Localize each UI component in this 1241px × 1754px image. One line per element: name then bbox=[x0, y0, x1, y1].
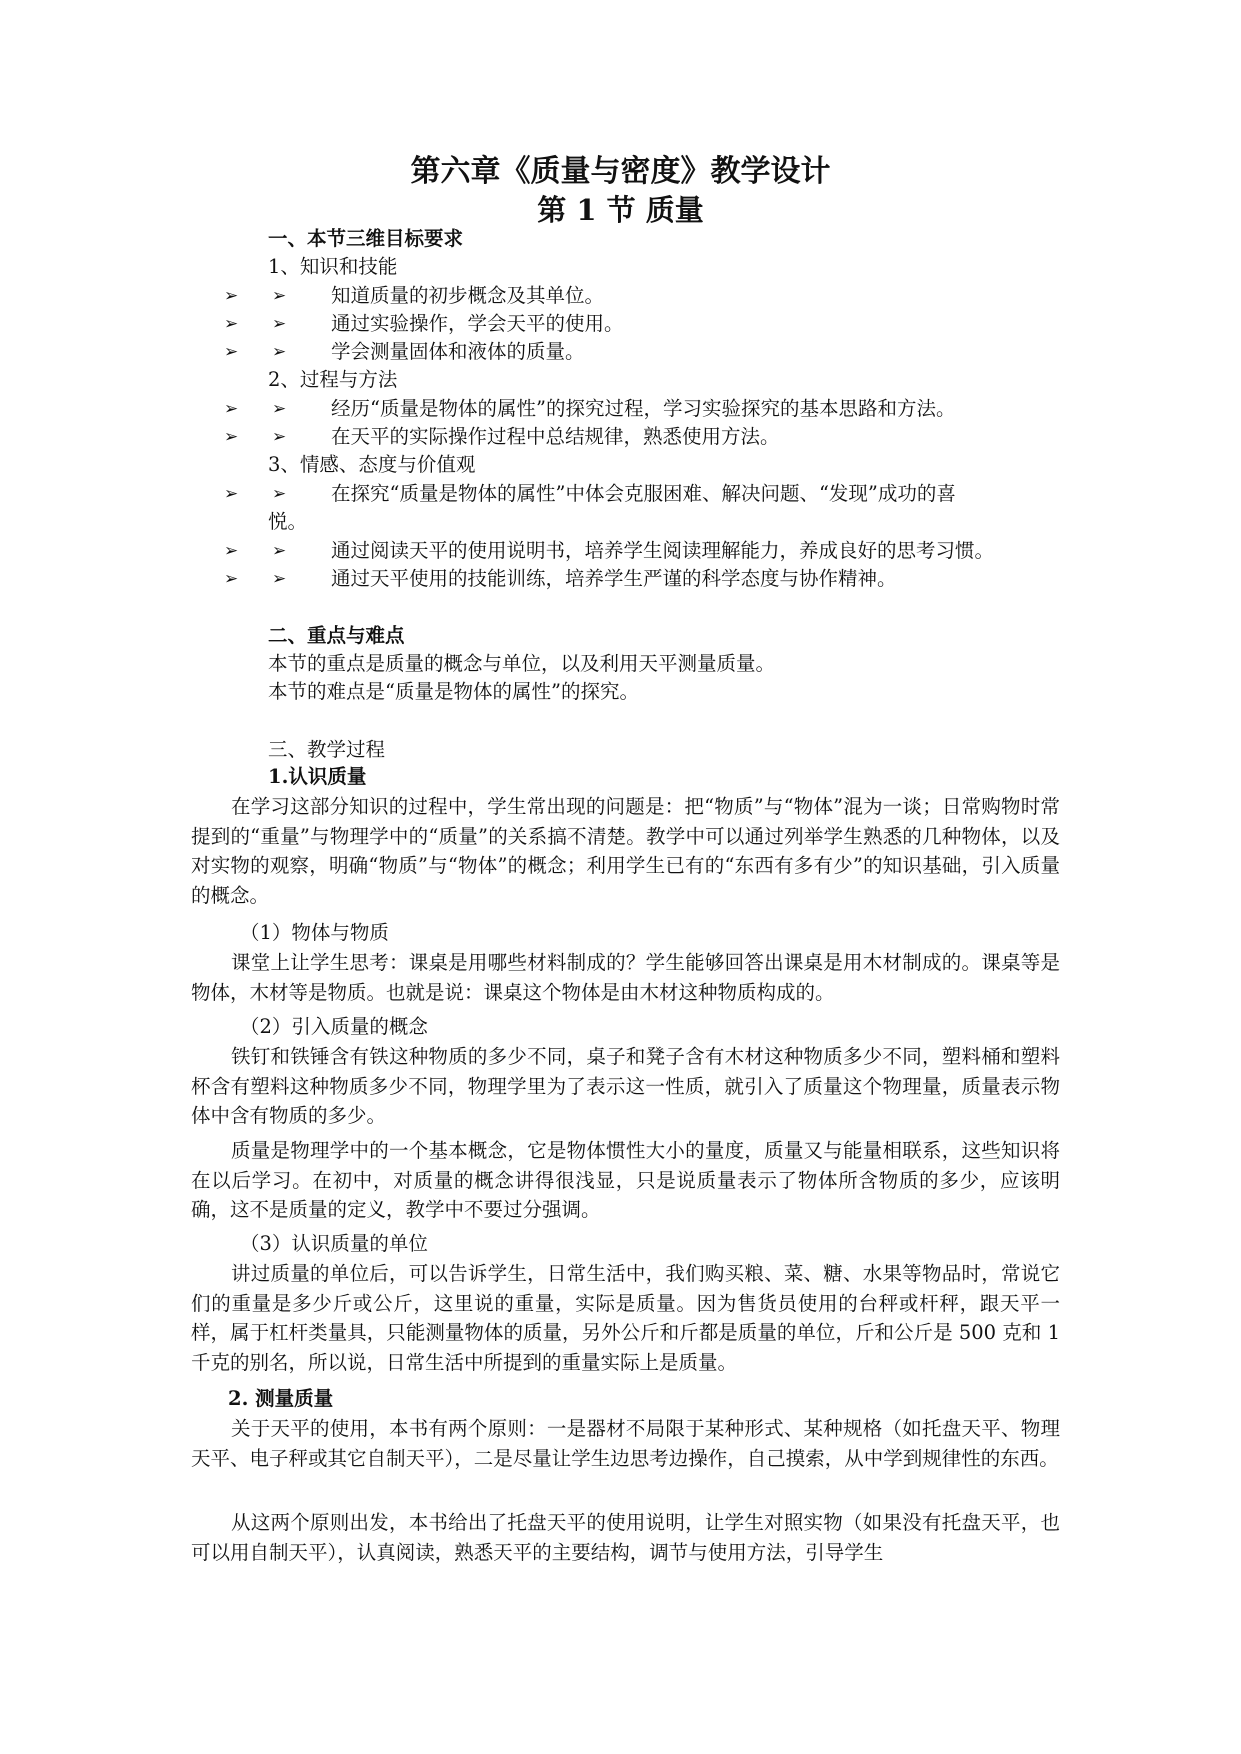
arrow-bullet-icon: ➢ bbox=[224, 286, 239, 306]
document-title: 第六章《质量与密度》教学设计 bbox=[410, 154, 831, 189]
arrow-bullet-icon: ➢ bbox=[272, 569, 287, 589]
list-item bbox=[224, 423, 1060, 451]
arrow-bullet-icon: ➢ bbox=[272, 427, 287, 447]
arrow-bullet-icon: ➢ bbox=[224, 314, 239, 334]
arrow-bullet-icon: ➢ bbox=[224, 541, 239, 561]
difficulty-text: 本节的难点是“质量是物体的属性”的探究。 bbox=[268, 680, 639, 703]
subsection-heading-know-mass: 1.认识质量 bbox=[268, 765, 367, 788]
section-heading-objectives: 一、本节三维目标要求 bbox=[268, 227, 464, 250]
arrow-bullet-icon: ➢ bbox=[224, 484, 239, 504]
arrow-bullet-icon: ➢ bbox=[272, 541, 287, 561]
paragraph-intro: 在学习这部分知识的过程中，学生常出现的问题是：把“物质”与“物体”混为一谈；日常购物时常提到的“重量”与物理学中的“质量”的关系搞不清楚。教学中可以通过列举学生熟悉的几种物体，以及对实物的观察，明确“物质”与“物体”的概念；利用学生已有的“东西有多有少”的知识基础，引入质量的概念。 bbox=[191, 795, 1060, 907]
list-item-text: 通过天平使用的技能训练，培养学生严谨的科学态度与协作精神。 bbox=[331, 567, 897, 590]
list-item bbox=[224, 338, 1060, 366]
list-item-text: 通过实验操作，学会天平的使用。 bbox=[331, 312, 624, 335]
key-point-text: 本节的重点是质量的概念与单位，以及利用天平测量质量。 bbox=[268, 652, 776, 675]
list-item bbox=[224, 310, 1060, 338]
paragraph-balance-principles: 关于天平的使用，本书有两个原则：一是器材不局限于某种形式、某种规格（如托盘天平、物理天平、电子秤或其它自制天平），二是尽量让学生边思考边操作，自己摸索，从中学到规律性的东西。 bbox=[191, 1417, 1060, 1470]
arrow-bullet-icon: ➢ bbox=[272, 484, 287, 504]
list-item bbox=[224, 480, 1060, 508]
paragraph-balance-usage: 从这两个原则出发，本书给出了托盘天平的使用说明，让学生对照实物（如果没有托盘天平，也可以用自制天平），认真阅读，熟悉天平的主要结构，调节与使用方法，引导学生 bbox=[191, 1511, 1060, 1564]
arrow-bullet-icon: ➢ bbox=[272, 342, 287, 362]
sub-heading-mass-concept: （2）引入质量的概念 bbox=[240, 1015, 428, 1038]
paragraph-mass-concept-2: 质量是物理学中的一个基本概念，它是物体惯性大小的量度，质量又与能量相联系，这些知识将在以后学习。在初中，对质量的概念讲得很浅显，只是说质量表示了物体所含物质的多少，应该明确，这不是质量的定义，教学中不要过分强调。 bbox=[191, 1139, 1060, 1221]
section-heading-key-points: 二、重点与难点 bbox=[268, 624, 405, 647]
sub-heading-object-matter: （1）物体与物质 bbox=[240, 921, 389, 944]
arrow-bullet-icon: ➢ bbox=[224, 427, 239, 447]
list-item-text: 通过阅读天平的使用说明书，培养学生阅读理解能力，养成良好的思考习惯。 bbox=[331, 539, 995, 562]
arrow-bullet-icon: ➢ bbox=[272, 399, 287, 419]
section-heading-process: 三、教学过程 bbox=[268, 738, 386, 761]
list-item-text: 在探究“质量是物体的属性”中体会克服困难、解决问题、“发现”成功的喜 bbox=[331, 482, 956, 505]
subsection-heading-measure-mass: 2. 测量质量 bbox=[228, 1387, 334, 1410]
list-item-text: 经历“质量是物体的属性”的探究过程，学习实验探究的基本思路和方法。 bbox=[331, 397, 956, 420]
list-item bbox=[224, 537, 1060, 565]
arrow-bullet-icon: ➢ bbox=[224, 569, 239, 589]
arrow-bullet-icon: ➢ bbox=[272, 286, 287, 306]
list-item-text: 知道质量的初步概念及其单位。 bbox=[331, 284, 605, 307]
paragraph-object-matter: 课堂上让学生思考：课桌是用哪些材料制成的？学生能够回答出课桌是用木材制成的。课桌等是物体，木材等是物质。也就是说：课桌这个物体是由木材这种物质构成的。 bbox=[191, 951, 1060, 1004]
list-item-text: 在天平的实际操作过程中总结规律，熟悉使用方法。 bbox=[331, 425, 780, 448]
group-label-attitude: 3、情感、态度与价值观 bbox=[268, 453, 476, 476]
list-item bbox=[224, 395, 1060, 423]
list-item bbox=[224, 565, 1060, 593]
paragraph-mass-unit: 讲过质量的单位后，可以告诉学生，日常生活中，我们购买粮、菜、糖、水果等物品时，常说它们的重量是多少斤或公斤，这里说的重量，实际是质量。因为售货员使用的台秤或杆秤，跟天平一样，属于杠杆类量具，只能测量物体的质量，另外公斤和斤都是质量的单位，斤和公斤是 500 克和 1 千克的别名，所以说，日常生活中所提到的重量实际上是质量。 bbox=[191, 1262, 1060, 1374]
group-label-knowledge: 1、知识和技能 bbox=[268, 255, 398, 278]
arrow-bullet-icon: ➢ bbox=[272, 314, 287, 334]
paragraph-mass-concept-1: 铁钉和铁锤含有铁这种物质的多少不同，桌子和凳子含有木材这种物质多少不同，塑料桶和塑料杯含有塑料这种物质多少不同，物理学里为了表示这一性质，就引入了质量这个物理量，质量表示物体中含有物质的多少。 bbox=[191, 1045, 1060, 1127]
group-label-process: 2、过程与方法 bbox=[268, 368, 398, 391]
list-item-continuation: 悦。 bbox=[268, 510, 308, 533]
arrow-bullet-icon: ➢ bbox=[224, 399, 239, 419]
arrow-bullet-icon: ➢ bbox=[224, 342, 239, 362]
list-item bbox=[224, 282, 1060, 310]
list-item-text: 学会测量固体和液体的质量。 bbox=[331, 340, 585, 363]
section-title: 第 1 节 质量 bbox=[537, 193, 704, 227]
sub-heading-mass-unit: （3）认识质量的单位 bbox=[240, 1232, 428, 1255]
